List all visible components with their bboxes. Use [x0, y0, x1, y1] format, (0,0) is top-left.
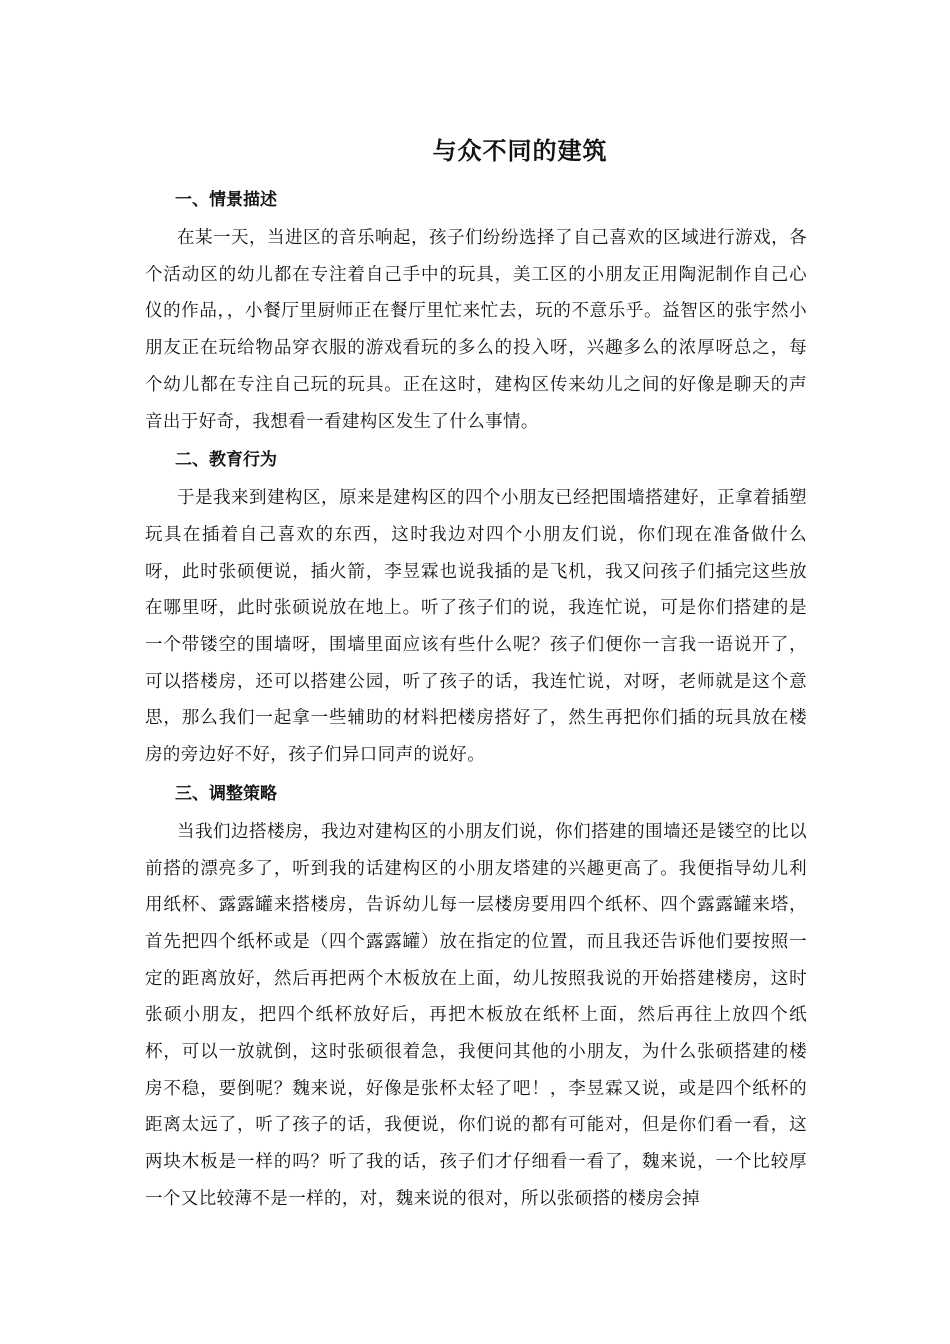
section-heading: 二、教育行为 [175, 450, 277, 471]
section-paragraph: 当我们边搭楼房，我边对建构区的小朋友们说，你们搭建的围墙还是镂空的比以前搭的漂亮多了，听到我的话建构区的小朋友塔建的兴趣更高了。我便指导幼儿利用纸杯、露露罐来搭楼房，告诉幼儿每一层楼房要用四个纸杯、四个露露罐来塔，首先把四个纸杯或是（四个露露罐）放在指定的位置，而且我还告诉他们要按照一定的距离放好，然后再把两个木板放在上面，幼儿按照我说的开始搭建楼房，这时张硕小朋友，把四个纸杯放好后，再把木板放在纸杯上面，然后再往上放四个纸杯，可以一放就倒，这时张硕很着急，我便问其他的小朋友，为什么张硕搭建的楼房不稳，要倒呢？魏来说，好像是张杯太轻了吧！，李昱霖又说，或是四个纸杯的距离太远了，听了孩子的话，我便说，你们说的都有可能对，但是你们看一看，这两块木板是一样的吗？听了我的话，孩子们才仔细看一看了，魏来说，一个比较厚一个又比较薄不是一样的，对，魏来说的很对，所以张硕搭的楼房会掉 [145, 821, 807, 1209]
section-paragraph: 在某一天，当进区的音乐响起，孩子们纷纷选择了自己喜欢的区域进行游戏，各个活动区的幼儿都在专注着自己手中的玩具，美工区的小朋友正用陶泥制作自己心仪的作品，，小餐厅里厨师正在餐厅里忙来忙去，玩的不意乐乎。益智区的张宇然小朋友正在玩给物品穿衣服的游戏看玩的多么的投入呀，兴趣多么的浓厚呀总之，每个幼儿都在专注自己玩的玩具。正在这时，建构区传来幼儿之间的好像是聊天的声音出于好奇，我想看一看建构区发生了什么事情。 [145, 228, 807, 432]
section-heading: 一、情景描述 [175, 190, 277, 210]
section-adjustment-strategy [145, 774, 807, 1218]
section-heading: 三、调整策略 [175, 783, 277, 804]
section-paragraph: 于是我来到建构区，原来是建构区的四个小朋友已经把围墙搭建好，正拿着插塑玩具在插着自己喜欢的东西，这时我边对四个小朋友们说，你们现在准备做什么呀，此时张硕便说，插火箭，李昱霖也说我插的是飞机，我又问孩子们插完这些放在哪里呀，此时张硕说放在地上。听了孩子们的说，我连忙说，可是你们搭建的是一个带镂空的围墙呀，围墙里面应该有些什么呢？孩子们便你一言我一语说开了，可以搭楼房，还可以搭建公园，听了孩子的话，我连忙说，对呀，老师就是这个意思，那么我们一起拿一些辅助的材料把楼房搭好了，然生再把你们插的玩具放在楼房的旁边好不好，孩子们异口同声的说好。 [145, 488, 807, 766]
document-body [145, 180, 807, 1218]
section-situation [145, 180, 807, 440]
document-title: 与众不同的建筑 [432, 136, 608, 165]
section-education-behavior [145, 440, 807, 774]
